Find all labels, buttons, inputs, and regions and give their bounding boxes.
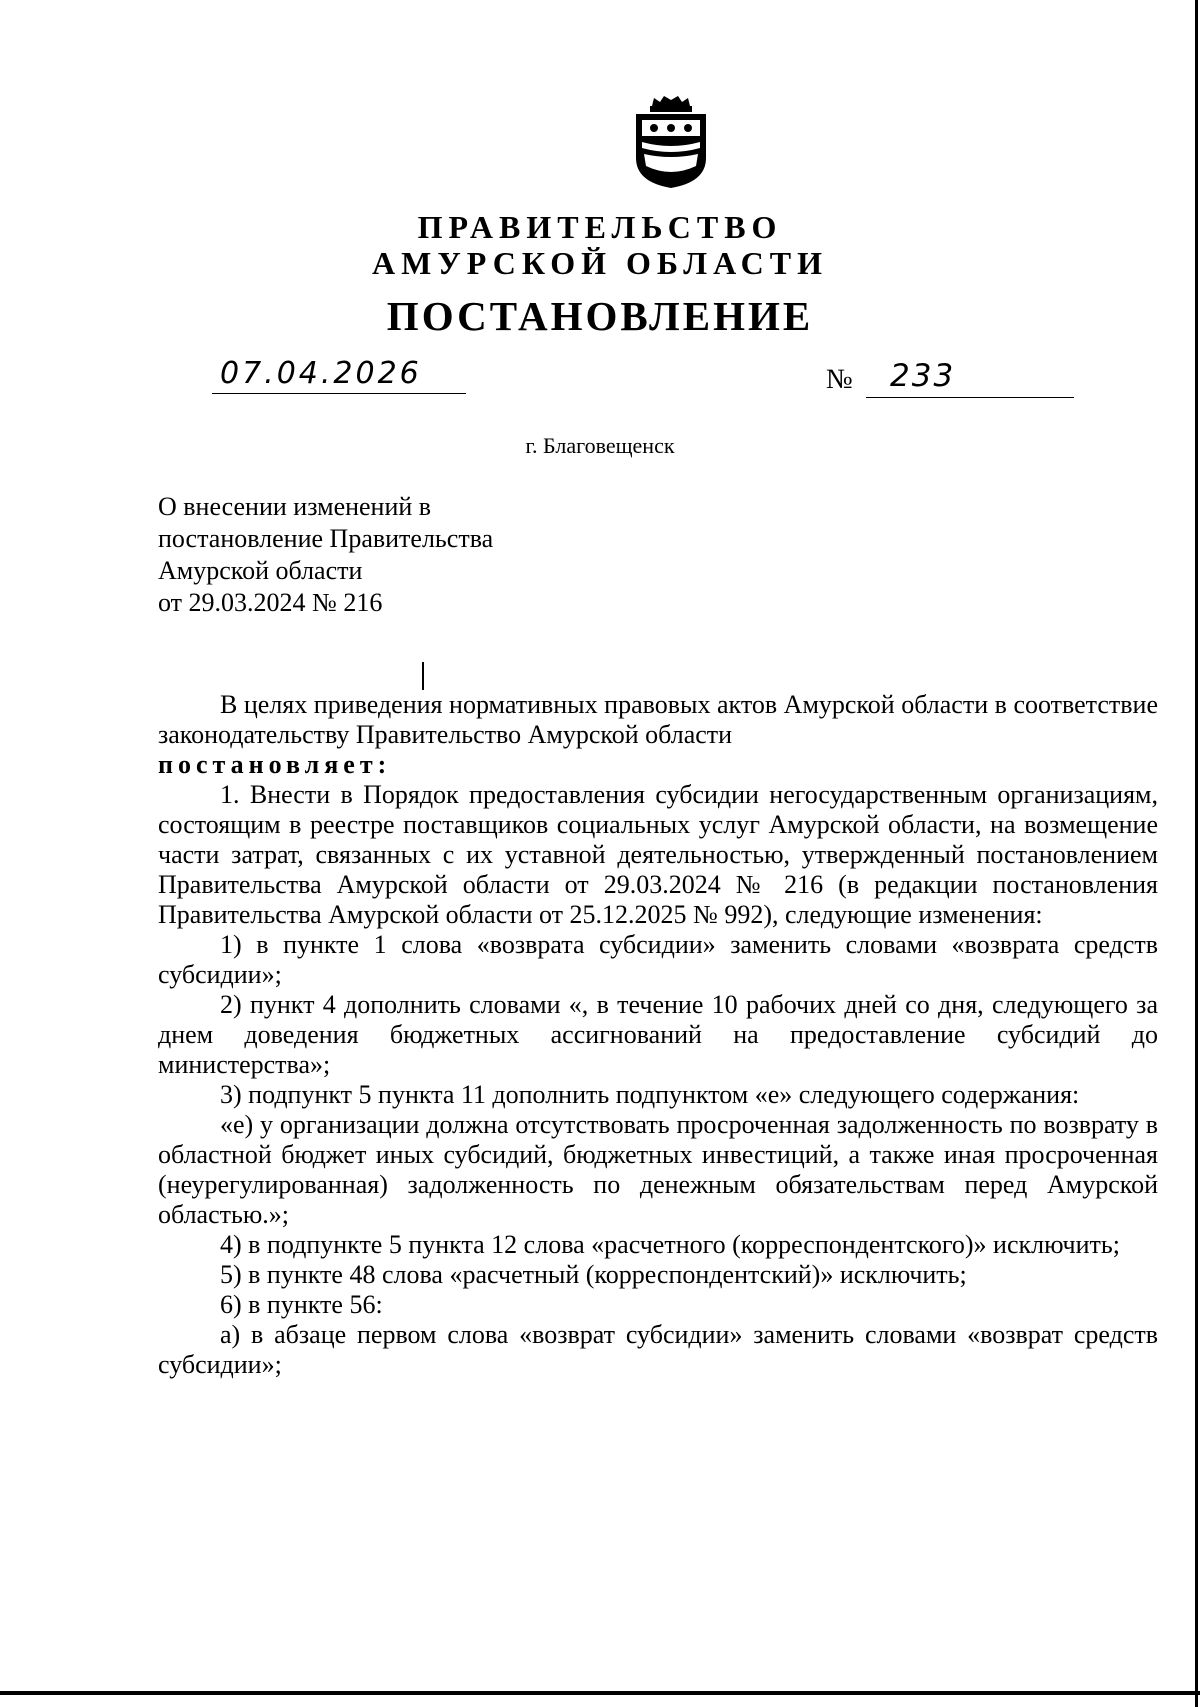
coat-of-arms-icon [630, 96, 712, 188]
preamble: В целях приведения нормативных правовых актов Амурской области в соответствие законодательству Правительство Амурской области [158, 690, 1158, 749]
subject-line: постановление Правительства [158, 524, 494, 553]
document-body [158, 690, 1158, 1380]
item-6: 6) в пункте 56: [220, 1290, 383, 1319]
subject-line: от 29.03.2024 № 216 [158, 588, 383, 617]
document-subject [158, 491, 493, 619]
date-underline [212, 393, 466, 394]
paragraph-1: 1. Внести в Порядок предоставления субсидии негосударственным организациям, состоящим в реестре поставщиков социальных услуг Амурской области, на возмещение части затрат, связанных с их уставной деятельностью, утвержденный постановлением Правительства Амурской области от 29.03.2024 № 216 (в редакции постановления Правительства Амурской области от 25.12.2025 № 992), следующие изменения: [158, 780, 1158, 929]
document-date: 07.04.2026 [220, 356, 422, 391]
item-5: 5) в пункте 48 слова «расчетный (корреспондентский)» исключить; [220, 1260, 967, 1289]
subject-line: Амурской области [158, 556, 363, 585]
scan-edge-bottom [0, 1691, 1200, 1695]
item-2: 2) пункт 4 дополнить словами «, в течение 10 рабочих дней со дня, следующего за днем доведения бюджетных ассигнований на предоставление субсидий до министерства»; [158, 990, 1158, 1079]
pen-mark [422, 662, 424, 690]
resolves-heading: постановляет: [158, 750, 392, 779]
document-type: ПОСТАНОВЛЕНИЕ [386, 293, 814, 339]
item-3-text: «е) у организации должна отсутствовать просроченная задолженность по возврату в областной бюджет иных субсидий, бюджетных инвестиций, а также иная просроченная (неурегулированная) задолженность по денежным обязательствам перед Амурской областью.»; [158, 1110, 1158, 1229]
item-1: 1) в пункте 1 слова «возврата субсидии» заменить словами «возврата средств субсидии»; [158, 930, 1158, 989]
item-4: 4) в подпункте 5 пункта 12 слова «расчетного (корреспондентского)» исключить; [220, 1230, 1120, 1259]
number-underline [866, 397, 1074, 398]
item-6-a: а) в абзаце первом слова «возврат субсидии» заменить словами «возврат средств субсидии»; [158, 1320, 1158, 1379]
item-3: 3) подпункт 5 пункта 11 дополнить подпунктом «е» следующего содержания: [220, 1080, 1080, 1109]
subject-line: О внесении изменений в [158, 492, 432, 521]
document-number: 233 [890, 358, 956, 394]
city: г. Благовещенск [525, 433, 675, 458]
government-title: ПРАВИТЕЛЬСТВО [417, 209, 783, 245]
region-title: АМУРСКОЙ ОБЛАСТИ [372, 245, 828, 281]
number-label: № [826, 364, 853, 395]
